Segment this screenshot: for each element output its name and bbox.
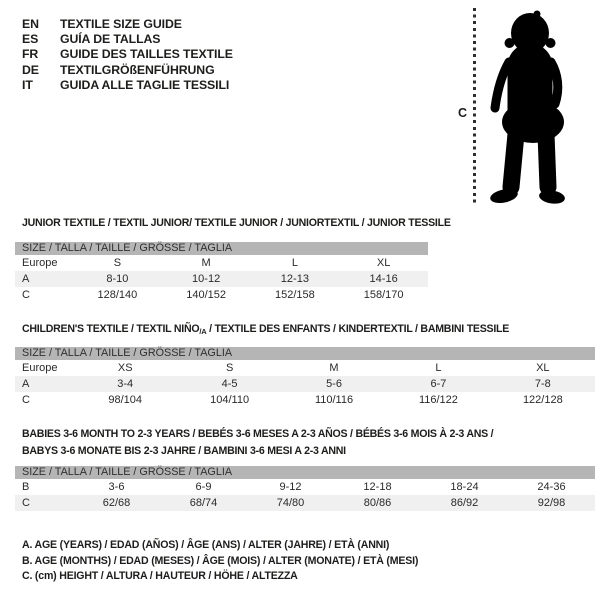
table-cell: 6-7 (430, 378, 447, 390)
table-cell: 116/122 (418, 394, 458, 406)
language-title: GUIDA ALLE TAGLIE TESSILI (60, 77, 230, 92)
row-label: Europe (22, 257, 58, 269)
table-cell: S (113, 257, 122, 269)
table-row (15, 376, 595, 392)
size-header-bar: SIZE / TALLA / TAILLE / GRÖSSE / TAGLIA (15, 242, 428, 255)
size-header-bar: SIZE / TALLA / TAILLE / GRÖSSE / TAGLIA (15, 466, 595, 479)
table-cell: 3-6 (108, 481, 125, 493)
table-cell: M (329, 362, 339, 374)
footnote-list (22, 538, 418, 585)
language-code: ES (22, 31, 39, 46)
table-cell: 5-6 (326, 378, 342, 390)
footnote-b: B. AGE (MONTHS) / EDAD (MESES) / ÂGE (MOIS) / ALTER (MONATE) / ETÀ (MESI) (22, 554, 419, 567)
table-row (15, 479, 595, 495)
children-table-title-subscript: /A (199, 327, 207, 336)
table-cell: 3-4 (117, 378, 134, 390)
baby-silhouette-icon (482, 4, 577, 209)
table-cell: 104/110 (210, 394, 250, 406)
language-code: FR (22, 47, 39, 62)
table-cell: 6-9 (195, 481, 212, 493)
table-cell: L (291, 257, 298, 269)
table-row (15, 495, 595, 511)
table-row (15, 271, 428, 287)
table-cell: 8-10 (106, 273, 129, 285)
children-size-table (15, 347, 595, 408)
footnote-a: A. AGE (YEARS) / EDAD (AÑOS) / ÂGE (ANS) / ALTER (JAHRE) / ETÀ (ANNI) (22, 539, 390, 551)
table-cell: 12-18 (363, 481, 392, 493)
list-item (22, 77, 233, 92)
list-item (22, 31, 233, 46)
height-dashed-line (473, 8, 476, 205)
table-cell: 14-16 (369, 273, 398, 285)
language-code: DE (22, 62, 39, 77)
row-label: A (22, 378, 30, 390)
table-cell: XL (536, 362, 550, 374)
language-code: IT (22, 77, 33, 92)
table-cell: 68/74 (189, 497, 218, 509)
table-cell: 80/86 (363, 497, 392, 509)
footnote-c: C. (cm) HEIGHT / ALTURA / HAUTEUR / HÖHE / ALTEZZA (22, 570, 298, 583)
babies-table-title-line1: BABIES 3-6 MONTH TO 2-3 YEARS / BEBÉS 3-6 MESES A 2-3 AÑOS / BÉBÉS 3-6 MOIS À 2-3 ANS / (22, 428, 494, 440)
table-cell: 158/170 (363, 289, 404, 301)
babies-table-title (22, 426, 493, 459)
table-cell: M (201, 257, 211, 269)
table-cell: 122/128 (522, 394, 563, 406)
table-cell: S (225, 362, 234, 374)
row-label: Europe (22, 362, 58, 374)
row-label: B (22, 481, 30, 493)
babies-size-table (15, 466, 595, 511)
table-cell: L (435, 362, 442, 374)
children-table-title (22, 321, 509, 341)
table-cell: 10-12 (192, 273, 221, 285)
list-item (22, 16, 233, 31)
row-label: C (22, 497, 30, 509)
size-header-bar: SIZE / TALLA / TAILLE / GRÖSSE / TAGLIA (15, 347, 595, 360)
row-label: C (22, 394, 30, 406)
table-cell: 4-5 (221, 378, 238, 390)
table-cell: 128/140 (97, 289, 138, 301)
language-title: TEXTILGRÖßENFÜHRUNG (60, 62, 215, 77)
language-title: GUIDE DES TAILLES TEXTILE (60, 47, 233, 62)
language-code: EN (22, 16, 39, 31)
table-cell: 98/104 (108, 394, 143, 406)
babies-table-title-line2: BABYS 3-6 MONATE BIS 2-3 JAHRE / BAMBINI 3-6 MESI A 2-3 ANNI (22, 444, 346, 457)
table-row (15, 255, 428, 271)
table-row (15, 360, 595, 376)
height-measure-label: C (458, 106, 468, 120)
table-cell: 9-12 (279, 481, 302, 493)
table-cell: 140/152 (186, 289, 226, 301)
table-cell: 110/116 (314, 394, 354, 406)
row-label: A (22, 273, 30, 285)
table-cell: XL (376, 257, 391, 269)
table-row (15, 287, 428, 303)
table-cell: XS (117, 362, 133, 374)
language-title-list (22, 16, 233, 92)
junior-size-table (15, 242, 428, 303)
list-item (22, 62, 233, 77)
table-cell: 74/80 (276, 497, 305, 509)
table-cell: 92/98 (537, 497, 566, 509)
children-table-title-text: / TEXTILE DES ENFANTS / KINDERTEXTIL / BAMBINI TESSILE (206, 323, 510, 335)
table-row (15, 392, 595, 408)
table-cell: 12-13 (280, 273, 309, 285)
table-cell: 152/158 (274, 289, 315, 301)
table-cell: 18-24 (450, 481, 479, 493)
children-table-title-text: CHILDREN'S TEXTILE / TEXTIL NIÑO (22, 323, 200, 335)
language-title: TEXTILE SIZE GUIDE (60, 16, 182, 31)
table-cell: 24-36 (537, 481, 566, 493)
junior-table-title: JUNIOR TEXTILE / TEXTIL JUNIOR/ TEXTILE JUNIOR / JUNIORTEXTIL / JUNIOR TESSILE (22, 217, 451, 229)
language-title: GUÍA DE TALLAS (60, 31, 161, 46)
table-cell: 62/68 (102, 497, 131, 509)
table-cell: 86/92 (450, 497, 479, 509)
table-cell: 7-8 (534, 378, 551, 390)
row-label: C (22, 289, 30, 301)
list-item (22, 47, 233, 62)
